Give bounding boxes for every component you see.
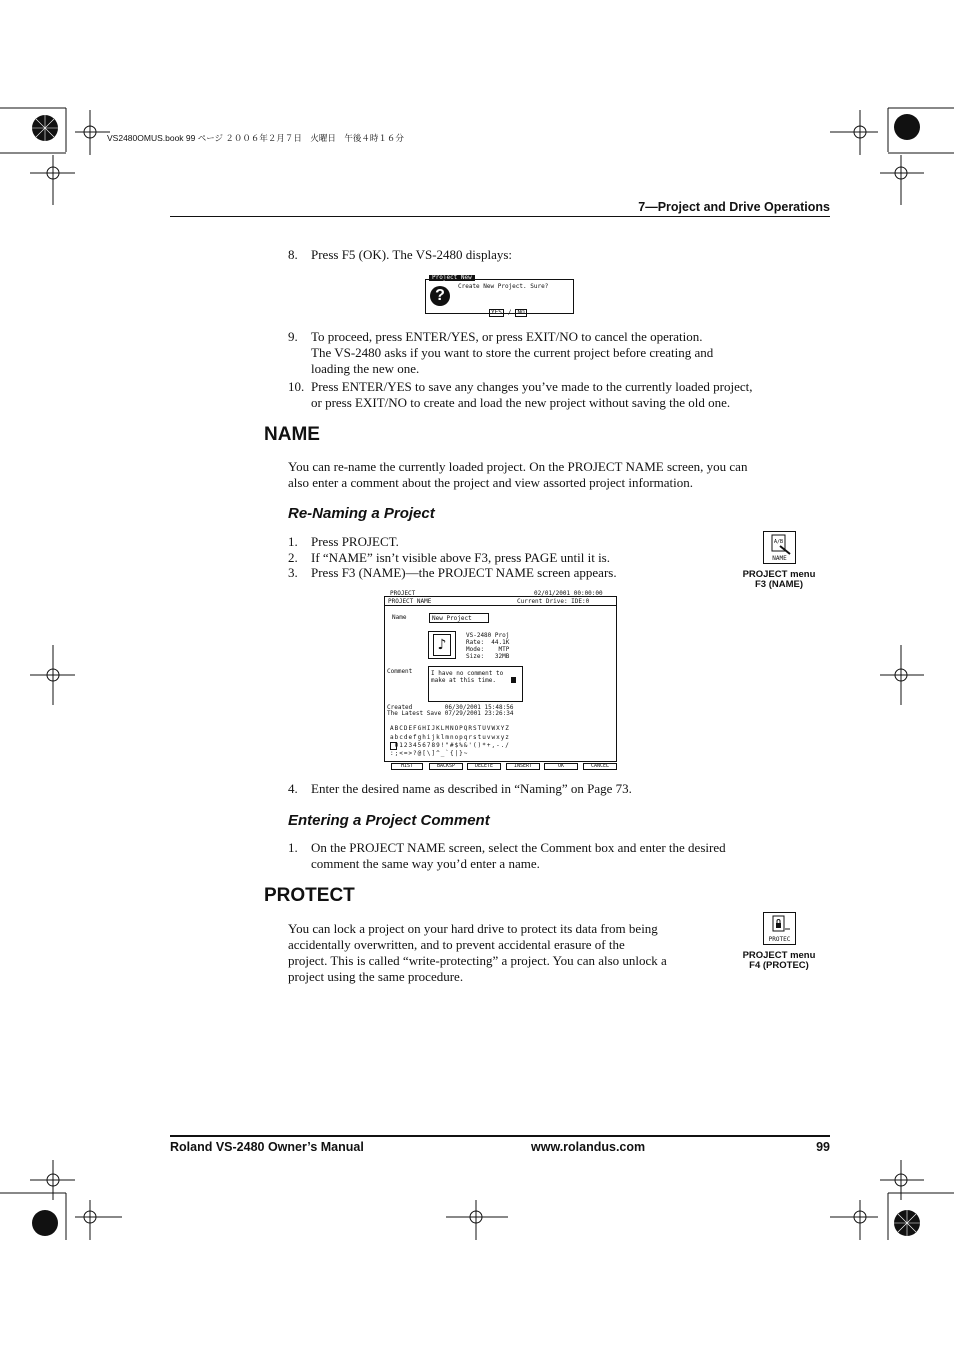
lcd-title-rule <box>385 605 616 606</box>
fkey-ok[interactable]: OK <box>544 763 578 770</box>
page-number: 99 <box>816 1140 830 1154</box>
step-text-line3: loading the new one. <box>311 361 420 376</box>
fkey-hist[interactable]: HIST <box>391 763 423 770</box>
dialog-tab: Project New <box>429 275 475 281</box>
name-paragraph <box>288 459 808 491</box>
caption-line: F4 (PROTEC) <box>749 960 809 971</box>
footer-rule <box>170 1135 830 1137</box>
step-text-line2: comment the same way you’d enter a name. <box>311 856 540 871</box>
svg-text:A/B: A/B <box>774 539 784 545</box>
dialog-buttons <box>489 301 527 319</box>
step-text-line1: To proceed, press ENTER/YES, or press EXIT/NO to cancel the operation. <box>311 329 703 344</box>
lcd-top-left: PROJECT <box>390 590 416 597</box>
caption-line: PROJECT menu <box>742 950 816 961</box>
step-number: 2. <box>288 550 298 565</box>
footer-manual-title: Roland VS-2480 Owner’s Manual <box>170 1140 364 1154</box>
subsection-title-renaming: Re-Naming a Project <box>288 505 435 522</box>
pencil-icon <box>764 532 795 556</box>
name-field[interactable] <box>429 613 489 623</box>
footer-url: www.rolandus.com <box>531 1140 646 1154</box>
step-text: Press PROJECT. <box>311 534 399 549</box>
comment-step-1 <box>288 840 808 872</box>
fkey-delete[interactable]: DELETE <box>467 763 501 770</box>
question-icon: ? <box>430 286 450 306</box>
step-number: 3. <box>288 565 298 580</box>
lcd-drive: Current Drive: IDE:0 <box>517 598 590 605</box>
yes-button[interactable]: YES <box>491 309 502 316</box>
name-key-icon <box>763 531 796 564</box>
text-cursor <box>511 677 516 683</box>
step-9 <box>288 329 808 377</box>
paragraph-line: project. This is called “write-protecting” a project. You can also unlock a <box>288 953 667 968</box>
step-text-line2: The VS-2480 asks if you want to store the current project before creating and <box>311 345 714 360</box>
separator: / <box>507 309 512 316</box>
paragraph-line: project using the same procedure. <box>288 969 464 984</box>
protect-key-icon <box>763 912 796 945</box>
key-label: PROTEC <box>768 936 791 943</box>
paragraph-line: accidentally overwritten, and to prevent accidental erasure of the <box>288 937 625 952</box>
step-number: 1. <box>288 840 298 855</box>
fkey-cancel[interactable]: CANCEL <box>583 763 617 770</box>
created-info: Created 06/30/2001 15:48:56 <box>387 704 514 711</box>
dialog-message: Create New Project. Sure? <box>458 283 549 290</box>
lcd-title: PROJECT NAME <box>388 598 432 605</box>
step-number: 10. <box>288 379 305 394</box>
comment-value: I have no comment to make at this time. <box>431 670 504 684</box>
step-number: 1. <box>288 534 298 549</box>
latest-save-info: The Latest Save 07/29/2001 23:26:34 <box>387 710 514 717</box>
protect-paragraph <box>288 921 718 985</box>
step-text: Enter the desired name as described in “Naming” on Page 73. <box>311 781 632 796</box>
no-button[interactable]: NO <box>517 309 525 316</box>
key-label: NAME <box>772 555 787 562</box>
step-10 <box>288 379 808 411</box>
paragraph-line: You can lock a project on your hard drive to protect its data from being <box>288 921 658 936</box>
step-text-line1: On the PROJECT NAME screen, select the Comment box and enter the desired <box>311 840 726 855</box>
char-row: :;<=>?@[\]^_`{|}~ <box>390 750 469 757</box>
comment-field[interactable] <box>428 666 523 702</box>
lcd-clock: 02/01/2001 00:00:00 <box>534 590 603 597</box>
chapter-header: 7—Project and Drive Operations <box>638 200 830 214</box>
name-label: Name <box>392 614 407 621</box>
print-header: VS2480OMUS.book 99 ページ ２００６年２月７日 火曜日 午後４時１６分 <box>107 133 404 143</box>
comment-label: Comment <box>387 668 413 675</box>
lock-icon <box>764 913 795 937</box>
header-rule <box>170 216 830 217</box>
paragraph-line: You can re-name the currently loaded project. On the PROJECT NAME screen, you can <box>288 459 748 474</box>
section-title-protect: PROTECT <box>264 885 355 906</box>
fkey-insert[interactable]: INSERT <box>506 763 540 770</box>
section-title-name: NAME <box>264 424 320 445</box>
step-text-line2: or press EXIT/NO to create and load the new project without saving the old one. <box>311 395 731 410</box>
paragraph-line: also enter a comment about the project and view assorted project information. <box>288 475 694 490</box>
step-number: 8. <box>288 247 298 262</box>
step-text-line1: Press ENTER/YES to save any changes you’ve made to the currently loaded project, <box>311 379 753 394</box>
project-name-screen <box>384 590 618 770</box>
step-text: If “NAME” isn’t visible above F3, press PAGE until it is. <box>311 550 610 565</box>
project-new-dialog <box>425 276 574 314</box>
fkey-backsp[interactable]: BACKSP <box>429 763 463 770</box>
name-value: New Project <box>432 615 472 622</box>
step-text: Press F3 (NAME)—the PROJECT NAME screen appears. <box>311 565 617 580</box>
caption-line: F3 (NAME) <box>754 579 804 590</box>
subsection-title-comment: Entering a Project Comment <box>288 812 490 829</box>
step-number: 9. <box>288 329 298 344</box>
step-text: Press F5 (OK). The VS-2480 displays: <box>311 247 513 262</box>
caption-line: PROJECT menu <box>742 569 816 580</box>
project-file-icon <box>428 631 456 659</box>
music-note-icon: ♪ <box>433 634 451 656</box>
char-row: ABCDEFGHIJKLMNOPQRSTUVWXYZ <box>390 725 510 732</box>
char-row: abcdefghijklmnopqrstuvwxyz <box>390 734 510 741</box>
char-row: 0123456789!"#$%&'()*+,-./ <box>390 742 510 749</box>
project-info: VS-2480 Proj Rate: 44.1K Mode: MTP Size: 32MB <box>466 632 510 660</box>
step-number: 4. <box>288 781 298 796</box>
